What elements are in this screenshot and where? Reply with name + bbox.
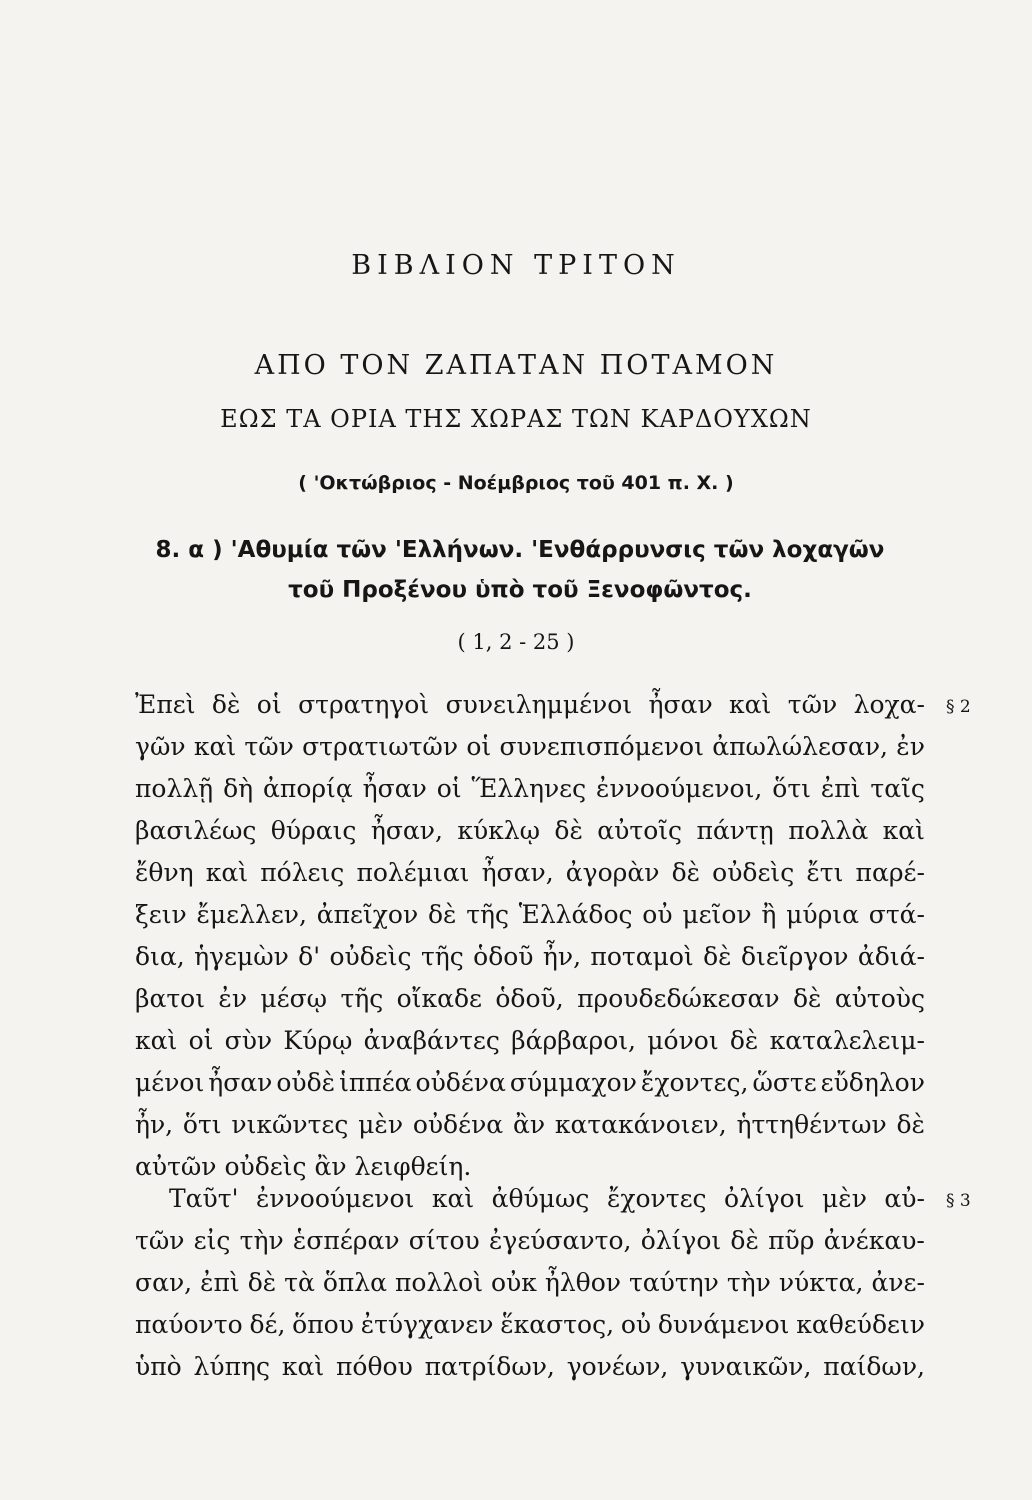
text-line: πολλῇ δὴ ἀπορίᾳ ἦσαν οἱ Ἕλληνες ἐννοούμενοι, ὅτι ἐπὶ ταῖς [135,774,925,803]
text-line: παύοντο δέ, ὅπου ἐτύγχανεν ἕκαστος, οὐ δυνάμενοι καθεύδειν [135,1310,925,1339]
text-line: ξειν ἔμελλεν, ἀπεῖχον δὲ τῆς Ἑλλάδος οὐ μεῖον ἢ μύρια στά- [135,900,925,929]
text-line: Ταῦτ' ἐννοούμενοι καὶ ἀθύμως ἔχοντες ὀλίγοι μὲν αὐ- [169,1184,925,1213]
text-line: σαν, ἐπὶ δὲ τὰ ὅπλα πολλοὶ οὐκ ἦλθον ταύτην τὴν νύκτα, ἀνε- [135,1268,925,1297]
text-line: τῶν εἰς τὴν ἑσπέραν σίτου ἐγεύσαντο, ὀλίγοι δὲ πῦρ ἀνέκαυ- [135,1226,925,1255]
section-heading [80,530,960,610]
chapter-date-range: ( 'Οκτώβριος - Νοέμβριος τοῦ 401 π. Χ. ) [298,472,734,494]
text-line: δια, ἡγεμὼν δ' οὐδεὶς τῆς ὁδοῦ ἦν, ποταμοὶ δὲ διεῖργον ἀδιά- [135,942,925,971]
text-line: αὐτῶν οὐδεὶς ἂν λειφθείη. [135,1152,472,1181]
passage-reference: ( 1, 2 - 25 ) [457,630,575,654]
text-line: μένοι ἦσαν οὐδὲ ἱππέα οὐδένα σύμμαχον ἔχοντες, ὥστε εὔδηλον [135,1068,925,1097]
chapter-title-line2: ΕΩΣ ΤΑ ΟΡΙΑ ΤΗΣ ΧΩΡΑΣ ΤΩΝ ΚΑΡΔΟΥΧΩΝ [220,405,812,433]
text-line: Ἐπεὶ δὲ οἱ στρατηγοὶ συνειλημμένοι ἦσαν καὶ τῶν λοχα- [135,690,925,719]
section-heading-line2: τοῦ Προξένου ὑπὸ τοῦ Ξενοφῶντος. [288,577,752,603]
text-line: καὶ οἱ σὺν Κύρῳ ἀναβάντες βάρβαροι, μόνοι δὲ καταλελειμ- [135,1026,925,1055]
section-marker: § 3 [946,1191,971,1211]
book-title: ΒΙΒΛΙΟΝ ΤΡΙΤΟΝ [351,250,681,281]
text-line: ὑπὸ λύπης καὶ πόθου πατρίδων, γονέων, γυναικῶν, παίδων, [135,1352,925,1381]
text-line: ἦν, ὅτι νικῶντες μὲν οὐδένα ἂν κατακάνοιεν, ἡττηθέντων δὲ [135,1110,925,1139]
text-line: ἔθνη καὶ πόλεις πολέμιαι ἦσαν, ἀγορὰν δὲ οὐδεὶς ἔτι παρέ- [135,858,925,887]
text-line: γῶν καὶ τῶν στρατιωτῶν οἱ συνεπισπόμενοι ἀπωλώλεσαν, ἐν [135,732,925,761]
section-heading-line1: 8. α ) 'Αθυμία τῶν 'Ελλήνων. 'Ενθάρρυνσις τῶν λοχαγῶν [155,537,885,563]
paragraph-2 [135,1178,925,1388]
chapter-title-line1: ΑΠΟ ΤΟΝ ΖΑΠΑΤΑΝ ΠΟΤΑΜΟΝ [254,350,778,381]
text-line: βασιλέως θύραις ἦσαν, κύκλῳ δὲ αὐτοῖς πάντῃ πολλὰ καὶ [135,816,925,845]
paragraph-1 [135,684,925,1188]
section-marker: § 2 [946,697,971,717]
text-line: βατοι ἐν μέσῳ τῆς οἴκαδε ὁδοῦ, προυδεδώκεσαν δὲ αὐτοὺς [135,984,925,1013]
